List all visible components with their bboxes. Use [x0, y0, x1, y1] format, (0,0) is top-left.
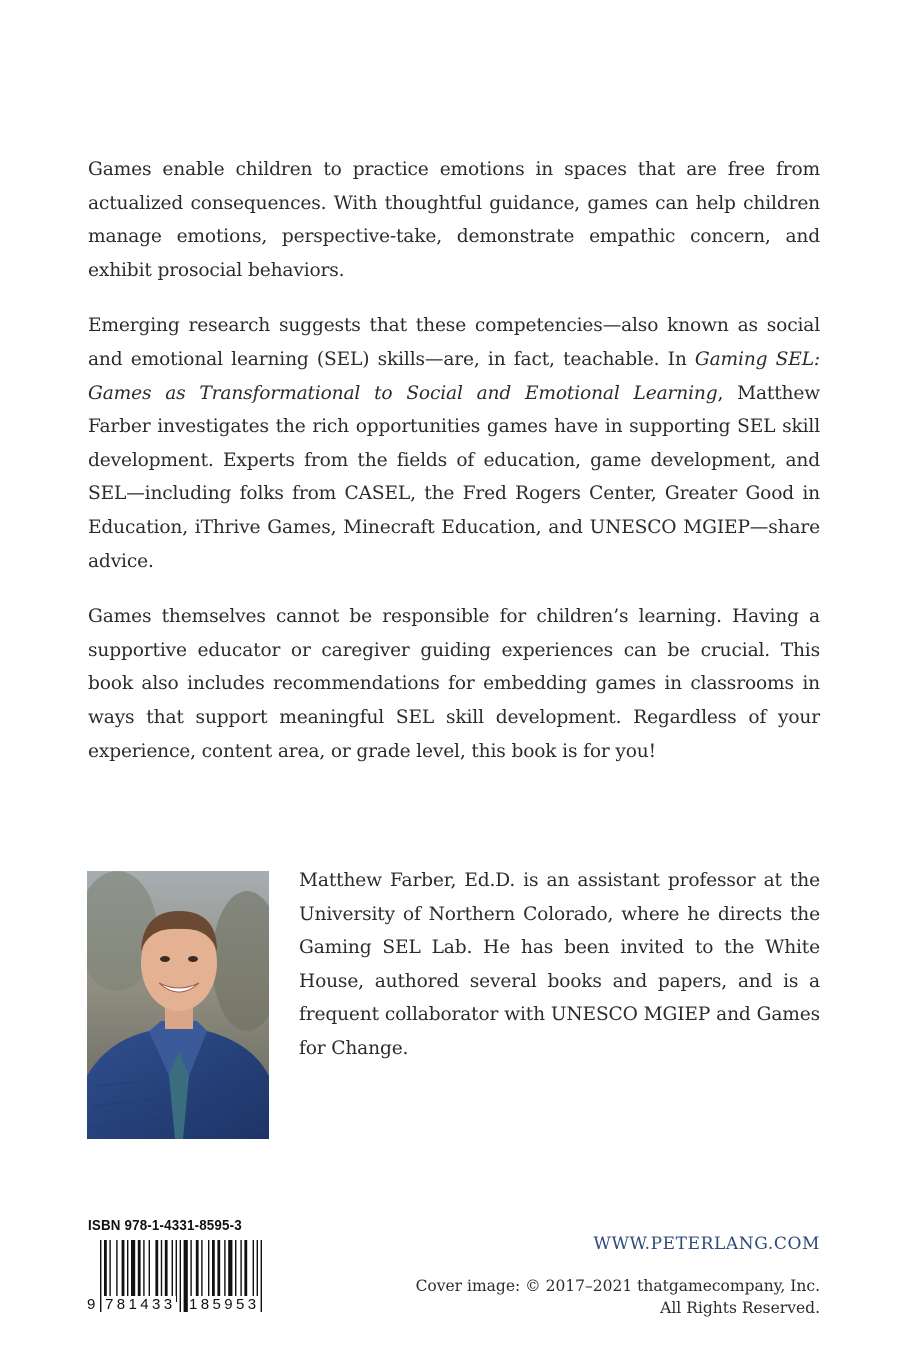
paragraph-2-body: , Matthew Farber investigates the rich opportunities games have in supporting SEL skill development. Experts from the fields of education, game development, and SEL—including folks from CASEL, the Fred Rogers Center, Greater Good in Education, iThrive Games, Minecraft Education, and UNESCO MGIEP—share advice.: [88, 382, 820, 572]
author-portrait-image: [87, 871, 269, 1139]
barcode-bar: [109, 1240, 110, 1302]
book-title: Gaming SEL: Games as Transformational to Social and Emotional Learning: [88, 348, 821, 404]
author-photo: [87, 871, 269, 1139]
credit-line-2: All Rights Reserved.: [660, 1299, 820, 1317]
barcode-digit-prefix: 9: [87, 1296, 96, 1313]
barcode-bar: [261, 1240, 262, 1312]
barcode-bar: [212, 1240, 215, 1302]
barcode-bar: [127, 1240, 128, 1302]
barcode-bar: [172, 1240, 173, 1302]
barcode-bar: [100, 1240, 101, 1312]
barcode-bar: [201, 1240, 202, 1302]
paragraph-2-intro: Emerging research suggests that these competencies—also known as social and emotional learning (SEL) skills—are, in fact, teachable. In: [88, 315, 820, 370]
barcode-bar: [155, 1240, 158, 1302]
publisher-website-link[interactable]: WWW.PETERLANG.COM: [593, 1234, 820, 1254]
book-description: [88, 153, 820, 790]
barcode-bar: [196, 1240, 199, 1302]
barcode-bar: [217, 1240, 220, 1302]
barcode-bar: [240, 1240, 241, 1302]
barcode-bar: [176, 1240, 177, 1302]
barcode-digits-right: 185953: [189, 1296, 260, 1313]
description-paragraph-2: [88, 309, 820, 578]
barcode-bar: [180, 1240, 181, 1312]
barcode-bar: [208, 1240, 209, 1302]
barcode-bar: [244, 1240, 247, 1302]
barcode-bar: [116, 1240, 117, 1302]
author-bio: Matthew Farber, Ed.D. is an assistant professor at the University of Northern Colorado, where he directs the Gaming SEL Lab. He has been invited to the White House, authored several books and papers, and is a frequent collaborator with UNESCO MGIEP and Games for Change.: [299, 870, 820, 1059]
barcode-bar: [143, 1240, 144, 1302]
isbn-label: ISBN 978-1-4331-8595-3: [88, 1218, 242, 1234]
barcode-bar: [235, 1240, 236, 1302]
barcode-bar: [161, 1240, 162, 1302]
barcode-bar: [228, 1240, 232, 1302]
barcode-bar: [122, 1240, 125, 1302]
barcode-bar: [138, 1240, 141, 1302]
description-paragraph-1: Games enable children to practice emotions in spaces that are free from actualized consequences. With thoughtful guidance, games can help children manage emotions, perspective-take, demonstrate empathic concern, and exhibit prosocial behaviors.: [88, 159, 820, 281]
barcode-bar: [190, 1240, 191, 1302]
barcode-digits-left: 781433: [105, 1296, 176, 1313]
barcode-bar: [253, 1240, 254, 1302]
credit-line-1: Cover image: © 2017–2021 thatgamecompany, Inc.: [415, 1277, 820, 1295]
barcode-bar: [165, 1240, 168, 1302]
cover-image-credit: [380, 1275, 820, 1319]
barcode-bar: [224, 1240, 225, 1302]
barcode-bar: [149, 1240, 150, 1302]
barcode-bar: [131, 1240, 135, 1302]
description-paragraph-3: Games themselves cannot be responsible for children’s learning. Having a supportive educator or caregiver guiding experiences can be crucial. This book also includes recommendations for embedding games in classrooms in ways that support meaningful SEL skill development. Regardless of your experience, content area, or grade level, this book is for you!: [88, 606, 820, 762]
